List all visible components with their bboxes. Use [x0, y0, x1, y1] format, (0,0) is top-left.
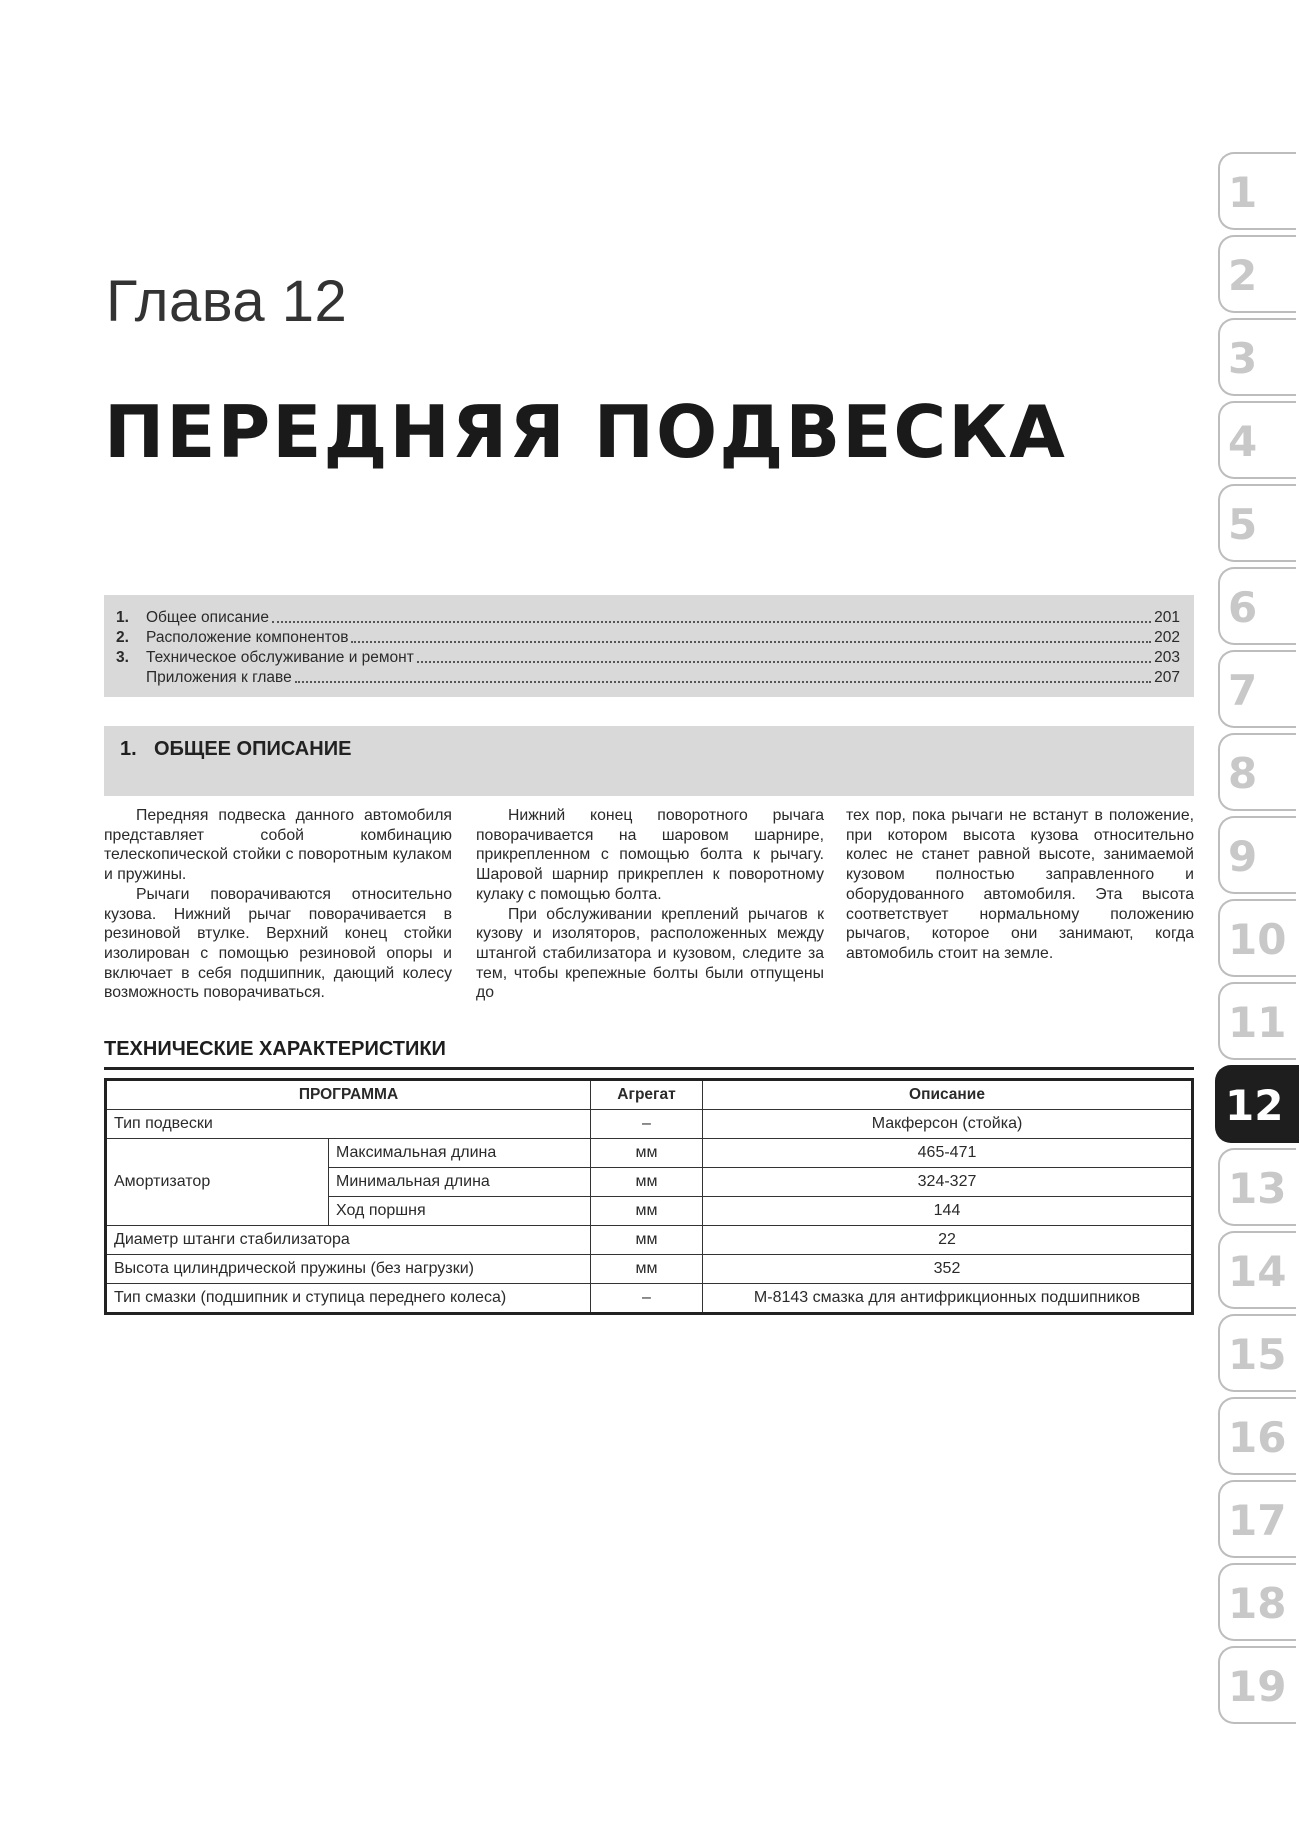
chapter-tab-8[interactable]: 8 — [1218, 733, 1296, 811]
toc-page: 203 — [1154, 649, 1180, 666]
chapter-tab-12[interactable]: 12 — [1215, 1065, 1299, 1143]
param-name: Высота цилиндрической пружины (без нагрузки) — [106, 1255, 591, 1284]
specs-table — [104, 1078, 1194, 1315]
param-value: М-8143 смазка для антифрикционных подшипников — [703, 1284, 1193, 1314]
chapter-tab-6[interactable]: 6 — [1218, 567, 1296, 645]
toc-title: Расположение компонентов — [146, 629, 349, 646]
param-subname: Максимальная длина — [329, 1139, 591, 1168]
param-value: 324-327 — [703, 1168, 1193, 1197]
param-value: Макферсон (стойка) — [703, 1110, 1193, 1139]
toc-leader — [272, 621, 1151, 623]
chapter-tab-11[interactable]: 11 — [1218, 982, 1296, 1060]
toc-item[interactable] — [116, 647, 1180, 667]
chapter-tab-18[interactable]: 18 — [1218, 1563, 1296, 1641]
toc-item[interactable] — [116, 627, 1180, 647]
toc-leader — [351, 641, 1151, 643]
toc-page: 201 — [1154, 609, 1180, 626]
paragraph: Рычаги поворачиваются относительно кузова. Нижний рычаг поворачивается в резиновой втулке. Верхний конец стойки изолирован с помощью резиновой опоры и включает в себя подшипник, дающий колесу возможность поворачиваться. — [104, 885, 452, 1002]
toc-number: 2. — [116, 629, 129, 646]
column-header-program: ПРОГРАММА — [106, 1080, 591, 1110]
param-name: Диаметр штанги стабилизатора — [106, 1226, 591, 1255]
param-unit: мм — [591, 1255, 703, 1284]
paragraph: Передняя подвеска данного автомобиля представляет собой комбинацию телескопической стойки с поворотным кулаком и пружины. — [104, 807, 452, 884]
param-unit: мм — [591, 1168, 703, 1197]
param-unit: – — [591, 1284, 703, 1314]
chapter-tab-16[interactable]: 16 — [1218, 1397, 1296, 1475]
param-name: Тип смазки (подшипник и ступица переднего колеса) — [106, 1284, 591, 1314]
toc-title: Техническое обслуживание и ремонт — [146, 649, 414, 666]
toc-number: 3. — [116, 649, 129, 666]
param-value: 352 — [703, 1255, 1193, 1284]
table-header-row — [106, 1080, 1193, 1110]
chapter-tab-17[interactable]: 17 — [1218, 1480, 1296, 1558]
table-row — [106, 1110, 1193, 1139]
toc-leader — [417, 661, 1151, 663]
chapter-title: ПЕРЕДНЯЯ ПОДВЕСКА — [104, 390, 1067, 474]
column-header-unit: Агрегат — [591, 1080, 703, 1110]
paragraph: При обслуживании креплений рычагов к кузову и изоляторов, расположенных между штангой стабилизатора и кузовом, следите за тем, чтобы крепежные болты были отпущены до — [476, 905, 824, 1002]
chapter-tab-9[interactable]: 9 — [1218, 816, 1296, 894]
toc-title: Общее описание — [146, 609, 269, 626]
text-column-1 — [104, 806, 452, 1003]
table-row — [106, 1255, 1193, 1284]
param-name: Амортизатор — [106, 1139, 329, 1226]
chapter-tab-19[interactable]: 19 — [1218, 1646, 1296, 1724]
chapter-tab-14[interactable]: 14 — [1218, 1231, 1296, 1309]
toc-page: 202 — [1154, 629, 1180, 646]
text-column-3 — [846, 806, 1194, 964]
chapter-tab-2[interactable]: 2 — [1218, 235, 1296, 313]
toc-title: Приложения к главе — [146, 669, 292, 686]
table-row — [106, 1139, 1193, 1168]
table-of-contents — [104, 595, 1194, 697]
chapter-tab-1[interactable]: 1 — [1218, 152, 1296, 230]
toc-page: 207 — [1154, 669, 1180, 686]
param-value: 22 — [703, 1226, 1193, 1255]
param-subname: Минимальная длина — [329, 1168, 591, 1197]
param-value: 144 — [703, 1197, 1193, 1226]
toc-number: 1. — [116, 609, 129, 626]
paragraph: тех пор, пока рычаги не встанут в положение, при котором высота кузова относительно колес не станет равной высоте, занимаемой кузовом полностью заправленного и оборудованного автомобиля. Эта высота соответствует нормальному положению рычагов, которое они занимают, когда автомобиль стоит на земле. — [846, 807, 1194, 962]
param-unit: мм — [591, 1226, 703, 1255]
param-value: 465-471 — [703, 1139, 1193, 1168]
section-header — [104, 726, 1194, 796]
chapter-tab-13[interactable]: 13 — [1218, 1148, 1296, 1226]
param-unit: мм — [591, 1197, 703, 1226]
param-subname: Ход поршня — [329, 1197, 591, 1226]
param-name: Тип подвески — [106, 1110, 591, 1139]
chapter-tab-3[interactable]: 3 — [1218, 318, 1296, 396]
text-column-2 — [476, 806, 824, 1003]
chapter-tab-7[interactable]: 7 — [1218, 650, 1296, 728]
param-unit: – — [591, 1110, 703, 1139]
toc-item[interactable] — [116, 667, 1180, 687]
section-number: 1. — [120, 738, 137, 760]
toc-item[interactable] — [116, 607, 1180, 627]
table-row — [106, 1284, 1193, 1314]
param-unit: мм — [591, 1139, 703, 1168]
table-row — [106, 1226, 1193, 1255]
paragraph: Нижний конец поворотного рычага поворачивается на шаровом шарнире, прикрепленном с помощью болта к рычагу. Шаровой шарнир прикреплен к поворотному кулаку с помощью болта. — [476, 807, 824, 903]
chapter-tabs — [1218, 152, 1300, 1752]
chapter-label: Глава 12 — [106, 269, 348, 334]
toc-leader — [295, 681, 1151, 683]
column-header-description: Описание — [703, 1080, 1193, 1110]
chapter-tab-5[interactable]: 5 — [1218, 484, 1296, 562]
section-title: ОБЩЕЕ ОПИСАНИЕ — [154, 738, 352, 760]
chapter-tab-10[interactable]: 10 — [1218, 899, 1296, 977]
chapter-tab-4[interactable]: 4 — [1218, 401, 1296, 479]
chapter-tab-15[interactable]: 15 — [1218, 1314, 1296, 1392]
specs-heading: ТЕХНИЧЕСКИЕ ХАРАКТЕРИСТИКИ — [104, 1038, 1194, 1070]
